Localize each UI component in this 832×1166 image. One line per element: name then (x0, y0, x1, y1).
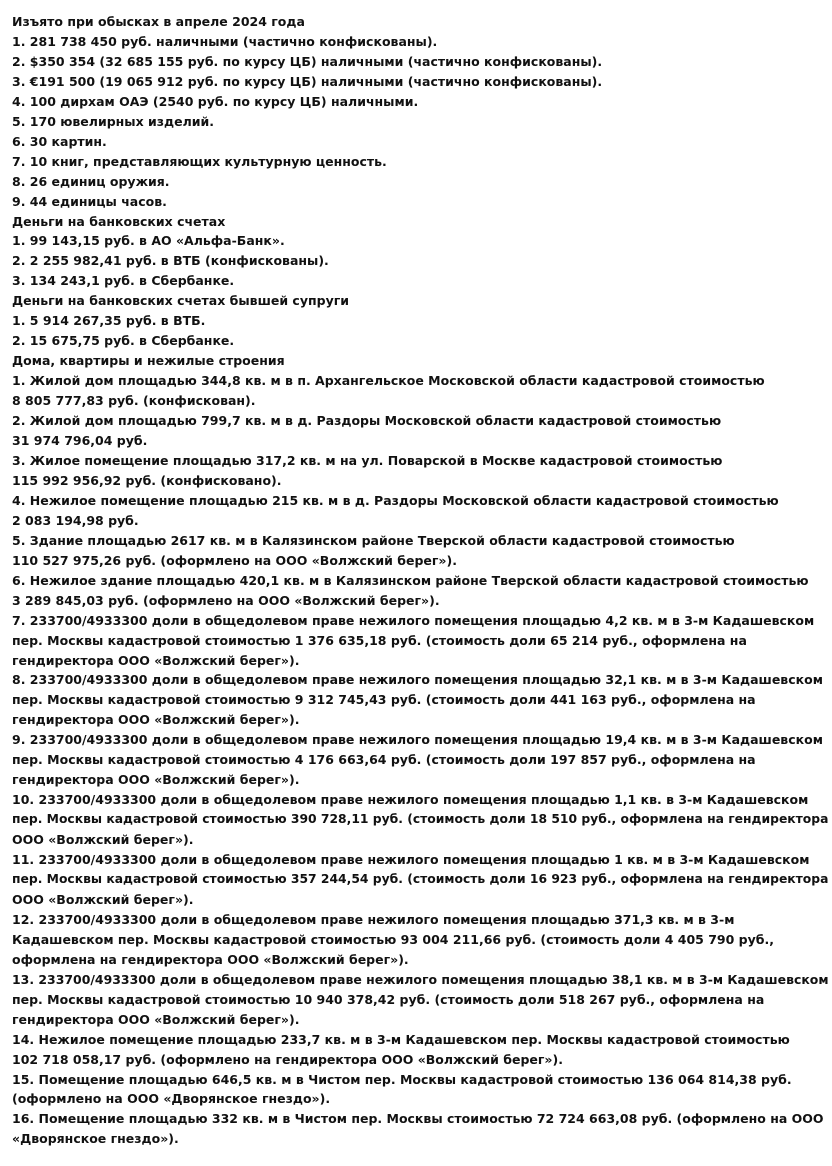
list-item: 2. 15 675,75 руб. в Сбербанке. (12, 333, 235, 349)
list-item: 3. €191 500 (19 065 912 руб. по курсу ЦБ) наличными (частично конфискованы). (12, 73, 603, 89)
property-item-line: ООО «Волжский берег»). (12, 832, 194, 848)
property-item-line: 10. 233700/4933300 доли в общедолевом праве нежилого помещения площадью 1,1 кв. в 3-м Кадашевском (12, 792, 809, 808)
property-item-line: гендиректора ООО «Волжский берег»). (12, 1011, 300, 1027)
property-item-line: гендиректора ООО «Волжский берег»). (12, 712, 300, 728)
property-item (12, 970, 829, 1030)
section-heading-bank-accounts: Деньги на банковских счетах (12, 213, 226, 229)
list-item: 5. 170 ювелирных изделий. (12, 113, 215, 129)
property-item-line: 9. 233700/4933300 доли в общедолевом праве нежилого помещения площадью 19,4 кв. м в 3-м Кадашевском (12, 732, 823, 748)
property-item (12, 910, 820, 970)
property-item-line: 3. Жилое помещение площадью 317,2 кв. м на ул. Поварской в Москве кадастровой стоимостью (12, 452, 723, 468)
property-item (12, 371, 820, 411)
list-item: 1. 99 143,15 руб. в АО «Альфа-Банк». (12, 233, 285, 249)
property-item (12, 850, 829, 910)
list-item: 6. 30 картин. (12, 133, 107, 149)
property-item-line: 15. Помещение площадью 646,5 кв. м в Чистом пер. Москвы кадастровой стоимостью 136 064 814,38 руб. (12, 1071, 792, 1087)
property-item-line: пер. Москвы кадастровой стоимостью 357 244,54 руб. (стоимость доли 16 923 руб., оформлена на гендиректора (12, 871, 829, 886)
property-item-line: пер. Москвы кадастровой стоимостью 10 940 378,42 руб. (стоимость доли 518 267 руб., оформлена на (12, 991, 765, 1007)
property-item-line: пер. Москвы кадастровой стоимостью 390 728,11 руб. (стоимость доли 18 510 руб., оформлена на гендиректора (12, 812, 829, 827)
property-item-line: оформлена на гендиректора ООО «Волжский берег»). (12, 951, 409, 967)
property-item-line: гендиректора ООО «Волжский берег»). (12, 772, 300, 788)
property-item (12, 411, 820, 451)
property-item-line: 110 527 975,26 руб. (оформлено на ООО «Волжский берег»). (12, 552, 457, 568)
section-heading-seized: Изъято при обысках в апреле 2024 года (12, 14, 305, 29)
property-item-line: 5. Здание площадью 2617 кв. м в Калязинском районе Тверской области кадастровой стоимостью (12, 532, 735, 548)
property-item-line: 2 083 194,98 руб. (12, 512, 139, 528)
property-item-line: 3 289 845,03 руб. (оформлено на ООО «Волжский берег»). (12, 592, 440, 608)
property-item-line: 1. Жилой дом площадью 344,8 кв. м в п. Архангельское Московской области кадастровой стоимостью (12, 373, 765, 389)
section-spouse-bank-accounts (12, 291, 820, 351)
property-item-line: пер. Москвы кадастровой стоимостью 9 312 745,43 руб. (стоимость доли 441 163 руб., оформлена на (12, 692, 756, 708)
property-item-line: пер. Москвы кадастровой стоимостью 1 376 635,18 руб. (стоимость доли 65 214 руб., оформлена на (12, 632, 747, 648)
list-item: 7. 10 книг, представляющих культурную ценность. (12, 153, 387, 169)
property-item-line: 7. 233700/4933300 доли в общедолевом праве нежилого помещения площадью 4,2 кв. м в 3-м Кадашевском (12, 612, 815, 628)
property-item-line: 8 805 777,83 руб. (конфискован). (12, 393, 256, 409)
property-item-line: 16. Помещение площадью 332 кв. м в Чистом пер. Москвы стоимостью 72 724 663,08 руб. (оформлено на ООО (12, 1111, 824, 1127)
property-item (12, 1070, 820, 1110)
property-item (12, 1030, 820, 1070)
list-item: 4. 100 дирхам ОАЭ (2540 руб. по курсу ЦБ) наличными. (12, 93, 419, 109)
property-item-line: гендиректора ООО «Волжский берег»). (12, 652, 300, 668)
property-item-line: 31 974 796,04 руб. (12, 433, 148, 449)
property-item-line: 6. Нежилое здание площадью 420,1 кв. м в Калязинском районе Тверской области кадастровой стоимостью (12, 572, 809, 588)
property-item-line: 12. 233700/4933300 доли в общедолевом праве нежилого помещения площадью 371,3 кв. м в 3-м (12, 911, 735, 927)
section-bank-accounts (12, 212, 820, 292)
property-item (12, 451, 820, 491)
property-item-line: (оформлено на ООО «Дворянское гнездо»). (12, 1091, 331, 1107)
property-item-line: пер. Москвы кадастровой стоимостью 4 176 663,64 руб. (стоимость доли 197 857 руб., оформлена на (12, 752, 756, 768)
property-item (12, 611, 820, 671)
section-property (12, 351, 829, 1149)
property-item (12, 1109, 824, 1149)
property-item (12, 491, 820, 531)
property-item-line: 2. Жилой дом площадью 799,7 кв. м в д. Раздоры Московской области кадастровой стоимостью (12, 413, 722, 429)
property-item (12, 531, 820, 571)
property-item (12, 571, 820, 611)
property-item-line: 115 992 956,92 руб. (конфисковано). (12, 472, 282, 488)
property-item (12, 670, 823, 730)
list-item: 3. 134 243,1 руб. в Сбербанке. (12, 273, 235, 289)
property-item-line: 13. 233700/4933300 доли в общедолевом праве нежилого помещения площадью 38,1 кв. м в 3-м Кадашевском (12, 971, 829, 987)
property-item-line: 8. 233700/4933300 доли в общедолевом праве нежилого помещения площадью 32,1 кв. м в 3-м Кадашевском (12, 672, 823, 688)
list-item: 1. 5 914 267,35 руб. в ВТБ. (12, 313, 206, 329)
property-item-line: 14. Нежилое помещение площадью 233,7 кв. м в 3-м Кадашевском пер. Москвы кадастровой стоимостью (12, 1031, 790, 1047)
property-item-line: 102 718 058,17 руб. (оформлено на гендиректора ООО «Волжский берег»). (12, 1051, 563, 1067)
property-item-line: ООО «Волжский берег»). (12, 891, 194, 907)
list-item: 2. 2 255 982,41 руб. в ВТБ (конфискованы). (12, 253, 329, 269)
section-heading-property: Дома, квартиры и нежилые строения (12, 353, 285, 369)
property-item-line: «Дворянское гнездо»). (12, 1131, 179, 1147)
list-item: 1. 281 738 450 руб. наличными (частично конфискованы). (12, 33, 438, 49)
list-item: 9. 44 единицы часов. (12, 193, 167, 209)
list-item: 2. $350 354 (32 685 155 руб. по курсу ЦБ) наличными (частично конфискованы). (12, 53, 603, 69)
section-heading-spouse-bank-accounts: Деньги на банковских счетах бывшей супруги (12, 293, 350, 309)
section-seized (12, 12, 820, 212)
property-item-line: 4. Нежилое помещение площадью 215 кв. м в д. Раздоры Московской области кадастровой стоимостью (12, 492, 779, 508)
property-item (12, 730, 823, 790)
property-item-line: 11. 233700/4933300 доли в общедолевом праве нежилого помещения площадью 1 кв. м в 3-м Кадашевском (12, 852, 810, 868)
property-item (12, 790, 829, 850)
list-item: 8. 26 единиц оружия. (12, 173, 170, 189)
property-item-line: Кадашевском пер. Москвы кадастровой стоимостью 93 004 211,66 руб. (стоимость доли 4 405 790 руб., (12, 931, 774, 947)
